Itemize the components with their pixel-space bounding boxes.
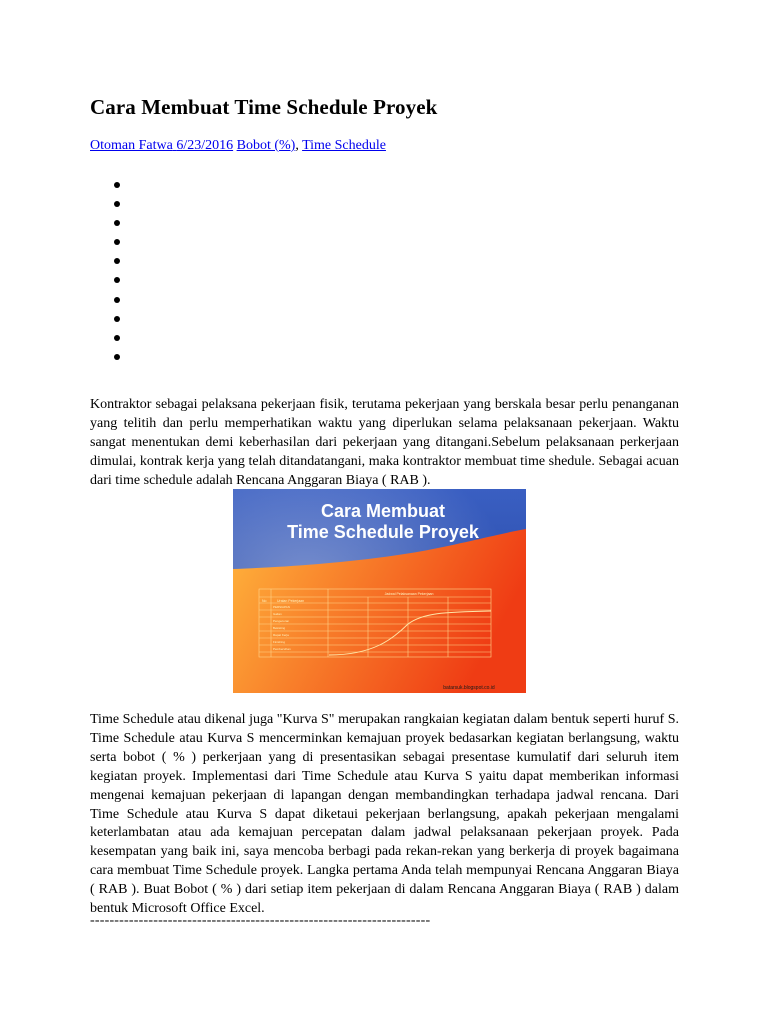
page-title: Cara Membuat Time Schedule Proyek (90, 95, 438, 119)
paragraph-intro: Kontraktor sebagai pelaksana pekerjaan fisik, terutama pekerjaan yang berskala besar perlu penanganan yang telitih dan perlu memperhatikan waktu yang diperlukan selama pelaksanaan pekerjaan. Waktu sangat menentukan demi keberhasilan dari pekerjaan yang ditangani.Sebelum pelaksanaan perkerjaan dimulai, kontrak kerja yang telah ditandatangani, maka kontraktor membuat time shedule. Sebagai acuan dari time schedule adalah Rencana Anggaran Biaya ( RAB ). (90, 397, 679, 488)
post-meta (90, 138, 386, 154)
tag-link-bobot[interactable]: Bobot (%) (236, 138, 296, 153)
figure-watermark: batarsuk.blogspot.co.id (443, 685, 495, 691)
table-header: Jadwal Pelaksanaan Pekerjaan (384, 592, 434, 596)
row-label: Galian (273, 612, 282, 616)
row-label: Pengecoran (273, 619, 290, 623)
row-label: PERSIAPAN (273, 605, 290, 609)
author-date-link[interactable] (90, 138, 233, 153)
separator-line: ---------------------------------------------------------------------- (90, 913, 431, 928)
figure-title-line2: Time Schedule Proyek (287, 522, 479, 542)
post-date: 6/23/2016 (176, 138, 234, 153)
author-name: Otoman Fatwa (90, 138, 173, 153)
row-label: Rapat Kerja (273, 633, 289, 637)
row-label: Finishing (273, 640, 286, 644)
row-label: Pembersihan (273, 647, 291, 651)
tag-link-time-schedule[interactable]: Time Schedule (302, 138, 386, 153)
col-no: No (262, 599, 267, 603)
col-job: Uraian Pekerjaan (277, 599, 305, 603)
tag-separator: , (295, 138, 303, 153)
row-label: Bekisting (273, 626, 286, 630)
paragraph-kurva-s: Time Schedule atau dikenal juga "Kurva S" merupakan rangkaian kegiatan dalam bentuk seperti huruf S. Time Schedule atau Kurva S mencerminkan kemajuan proyek bedasarkan kegiatan berlangsung, waktu serta bobot ( % ) perkerjaan yang di presentasikan sebagai presentase kumulatif dari seluruh item kegiatan proyek. Implementasi dari Time Schedule atau Kurva S yaitu dapat memberikan informasi mengenai kemajuan pekerjaan di lapangan dengan membandingkan terhadapa jadwal rencana. Dari Time Schedule atau Kurva S dapat diketaui pekerjaan berlangsung, apakah pekerjaan mengalami keterlambatan atau ada kemajuan percepatan dalam jadwal pelaksanaan pekerjaan proyek. Pada kesempatan yang baik ini, saya mencoba berbagi pada rekan-rekan yang berkerja di proyek bagaimana cara membuat Time Schedule proyek. Langka pertama Anda telah mempunyai Rencana Anggaran Biaya ( RAB ). Buat Bobot ( % ) dari setiap item pekerjaan di dalam Rencana Anggaran Biaya ( RAB ) dalam bentuk Microsoft Office Excel. (90, 712, 679, 917)
article-figure (233, 489, 526, 693)
figure-title-line1: Cara Membuat (320, 501, 446, 521)
